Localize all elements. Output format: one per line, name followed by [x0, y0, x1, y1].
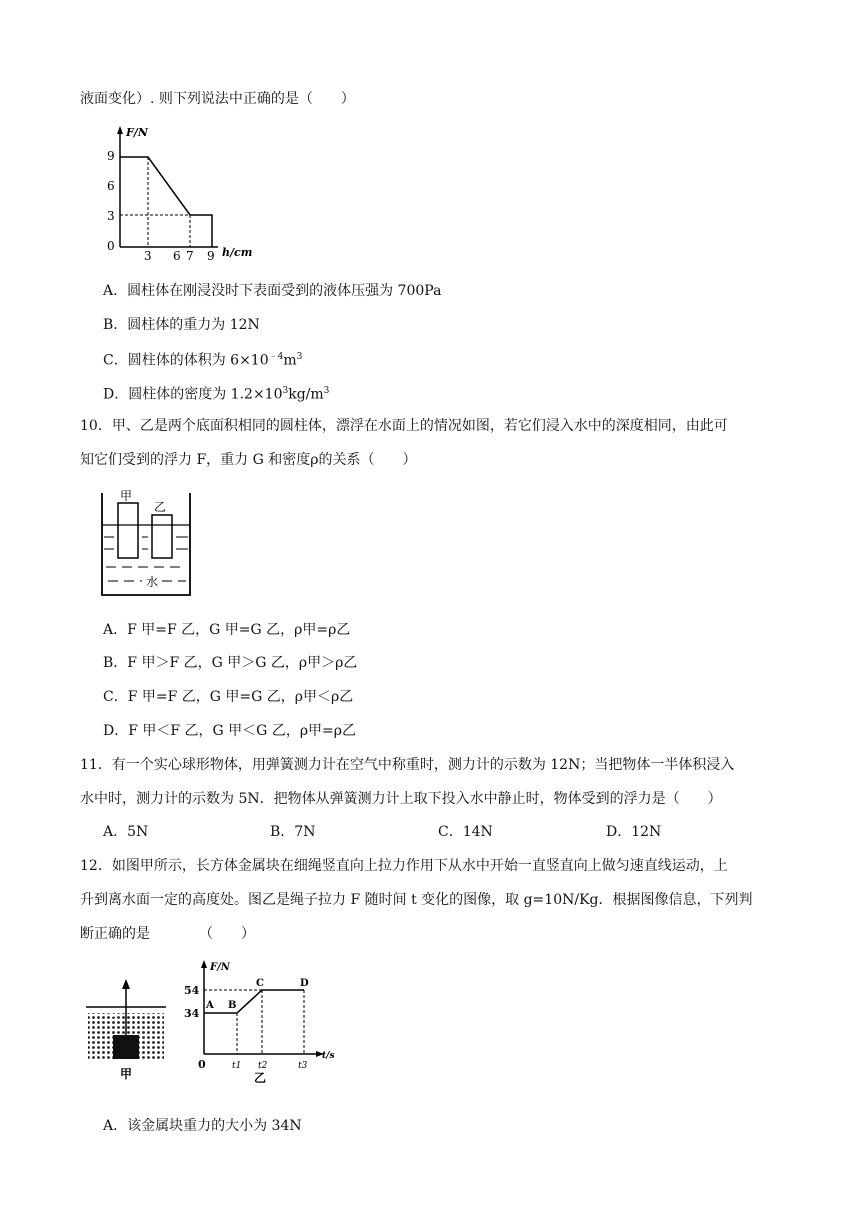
- q12-label-yi: 乙: [254, 1071, 267, 1083]
- q12-velocity-label: v: [111, 1010, 117, 1020]
- q10-option-c: C．F 甲=F 乙，G 甲=G 乙，ρ甲＜ρ乙: [103, 689, 354, 705]
- q12-xtick-t2: t2: [258, 1061, 268, 1071]
- q9-xtick-3: 3: [144, 249, 152, 262]
- q11-option-a: A．5N: [103, 824, 149, 840]
- q12-xtick-0: 0: [198, 1058, 206, 1071]
- q11-option-c: C．14N: [438, 824, 493, 840]
- q12-stem-line1: 12．如图甲所示，长方体金属块在细绳竖直向上拉力作用下从水中开始一直竖直向上做匀速直线运动，上: [80, 858, 728, 874]
- q10-label-water: 水: [146, 575, 159, 589]
- q9-option-c: C．圆柱体的体积为 $6\times 10^{﹣4}m^3$: [103, 352, 303, 369]
- q12-force-time-graph: [182, 958, 342, 1083]
- q12-xtick-t1: t1: [232, 1061, 242, 1071]
- q12-x-label: t/s: [322, 1051, 335, 1061]
- q12-point-b: B: [228, 1000, 237, 1011]
- q12-y-label: F/N: [210, 962, 230, 973]
- q11-option-b: B．7N: [270, 824, 316, 840]
- q9-option-d: D．圆柱体的密度为 $1.2\times 10^3kg/m^3$: [103, 386, 330, 403]
- q12-point-c: C: [256, 978, 264, 989]
- q11-stem-line1: 11．有一个实心球形物体，用弹簧测力计在空气中称重时，测力计的示数为 12N；当把物体一半体积浸入: [80, 757, 735, 773]
- q9-ytick-0: 0: [107, 239, 115, 253]
- q9-ytick-9: 9: [107, 149, 115, 163]
- q10-stem-line1: 10．甲、乙是两个底面积相同的圆柱体，漂浮在水面上的情况如图，若它们浸入水中的深度相同，由此可: [80, 418, 728, 434]
- q9-stem-tail: 液面变化）. 则下列说法中正确的是（ ）: [80, 91, 355, 107]
- q11-option-d: D．12N: [606, 824, 662, 840]
- q11-stem-line2: 水中时，测力计的示数为 5N．把物体从弹簧测力计上取下投入水中静止时，物体受到的浮力是（ ）: [80, 791, 722, 807]
- q10-option-b: B．F 甲＞F 乙，G 甲＞G 乙，ρ甲＞ρ乙: [103, 655, 358, 671]
- q12-ytick-54: 54: [184, 984, 200, 997]
- q10-option-d: D．F 甲＜F 乙，G 甲＜G 乙，ρ甲=ρ乙: [103, 723, 357, 739]
- q12-point-d: D: [300, 978, 309, 989]
- q10-label-jia: 甲: [120, 489, 133, 503]
- q9-option-b: B．圆柱体的重力为 12N: [103, 317, 260, 333]
- q12-ytick-34: 34: [184, 1007, 200, 1020]
- q12-point-a: A: [206, 1000, 214, 1011]
- q9-ytick-6: 6: [107, 179, 115, 193]
- q12-stem-line3: 断正确的是 （ ）: [80, 926, 255, 942]
- q9-xtick-9: 9: [207, 249, 215, 262]
- q9-force-curve: [120, 157, 212, 247]
- q10-stem-line2: 知它们受到的浮力 F，重力 G 和密度ρ的关系（ ）: [80, 452, 417, 468]
- q12-force-curve: [204, 990, 304, 1013]
- q12-figure-jia: [86, 975, 176, 1083]
- q10-option-a: A．F 甲=F 乙，G 甲=G 乙，ρ甲=ρ乙: [103, 622, 351, 638]
- q9-y-label: F/N: [126, 126, 148, 139]
- q9-ytick-3: 3: [107, 209, 115, 223]
- q12-stem-line2: 升到离水面一定的高度处。图乙是绳子拉力 F 随时间 t 变化的图像，取 g=10N/Kg．根据图像信息，下列判: [80, 892, 753, 908]
- q9-xtick-6: 6: [173, 249, 181, 262]
- q9-option-a: A．圆柱体在刚浸没时下表面受到的液体压强为 700Pa: [103, 283, 442, 299]
- q10-label-yi: 乙: [154, 500, 167, 514]
- q9-xtick-7: 7: [186, 249, 194, 262]
- q9-force-depth-graph: [100, 122, 260, 262]
- q12-label-jia: 甲: [120, 1067, 133, 1081]
- q10-floating-cylinders-figure: [96, 485, 196, 600]
- q12-xtick-t3: t3: [298, 1061, 308, 1071]
- q9-x-label: h/cm: [222, 246, 253, 259]
- q12-option-a: A．该金属块重力的大小为 34N: [103, 1118, 302, 1134]
